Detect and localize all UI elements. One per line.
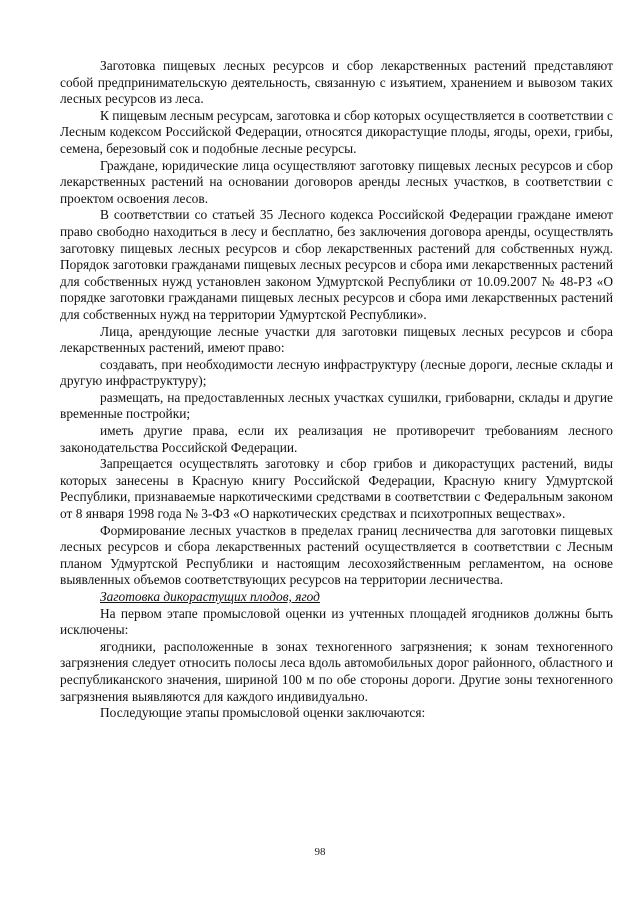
list-item: ягодники, расположенные в зонах техногенного загрязнения; к зонам техногенного загрязнения следует относить полосы леса вдоль автомобильных дорог районного, областного и республиканского значения, шириной 100 м по обе стороны дороги. Другие зоны техногенного загрязнения выявляются для каждого индивидуально. xyxy=(60,638,613,704)
section-heading: Заготовка дикорастущих плодов, ягод xyxy=(100,589,320,604)
paragraph: На первом этапе промысловой оценки из учтенных площадей ягодников должны быть исключены: xyxy=(60,605,613,638)
paragraph: Лица, арендующие лесные участки для заготовки пищевых лесных ресурсов и сбора лекарственных растений, имеют право: xyxy=(60,323,613,356)
paragraph: Запрещается осуществлять заготовку и сбор грибов и дикорастущих растений, виды которых занесены в Красную книгу Российской Федерации, Красную книгу Удмуртской Республики, признаваемые наркотическими средствами в соответствии с Федеральным законом от 8 января 1998 года № 3-ФЗ «О наркотических средствах и психотропных веществах». xyxy=(60,456,613,522)
list-item: иметь другие права, если их реализация не противоречит требованиям лесного законодательства Российской Федерации. xyxy=(60,423,613,455)
document-page xyxy=(60,58,613,722)
list-item: размещать, на предоставленных лесных участках сушилки, грибоварни, склады и другие временные постройки; xyxy=(60,389,613,422)
paragraph: К пищевым лесным ресурсам, заготовка и сбор которых осуществляется в соответствии с Лесным кодексом Российской Федерации, относятся дикорастущие плоды, ягоды, орехи, грибы, семена, березовый сок и подобные лесные ресурсы. xyxy=(60,107,613,156)
paragraph: Граждане, юридические лица осуществляют заготовку пищевых лесных ресурсов и сбор лекарственных растений на основании договоров аренды лесных участков, в соответствии с проектом освоения лесов. xyxy=(60,157,613,206)
paragraph: Последующие этапы промысловой оценки заключаются: xyxy=(100,705,426,721)
page-number: 98 xyxy=(314,846,326,858)
list-item: создавать, при необходимости лесную инфраструктуру (лесные дороги, лесные склады и другую инфраструктуру); xyxy=(60,356,613,389)
paragraph: В соответствии со статьей 35 Лесного кодекса Российской Федерации граждане имеют право свободно находиться в лесу и бесплатно, без заключения договора аренды, осуществлять заготовку пищевых лесных ресурсов и сбор лекарственных растений для собственных нужд. Порядок заготовки гражданами пищевых лесных ресурсов и сбора ими лекарственных растений для собственных нужд установлен законом Удмуртской Республики от 10.09.2007 № 48-РЗ «О порядке заготовки гражданами пищевых лесных ресурсов и сбора ими лекарственных растений для собственных нужд на территории Удмуртской Республики». xyxy=(60,207,613,322)
paragraph: Формирование лесных участков в пределах границ лесничества для заготовки пищевых лесных ресурсов и сбора лекарственных растений осуществляется в соответствии с Лесным планом Удмуртской Республики и настоящим лесохозяйственным регламентом, на основе выявленных объемов соответствующих ресурсов на территории лесничества. xyxy=(60,522,613,588)
paragraph: Заготовка пищевых лесных ресурсов и сбор лекарственных растений представляют собой предпринимательскую деятельность, связанную с изъятием, хранением и вывозом таких лесных ресурсов из леса. xyxy=(60,58,613,107)
